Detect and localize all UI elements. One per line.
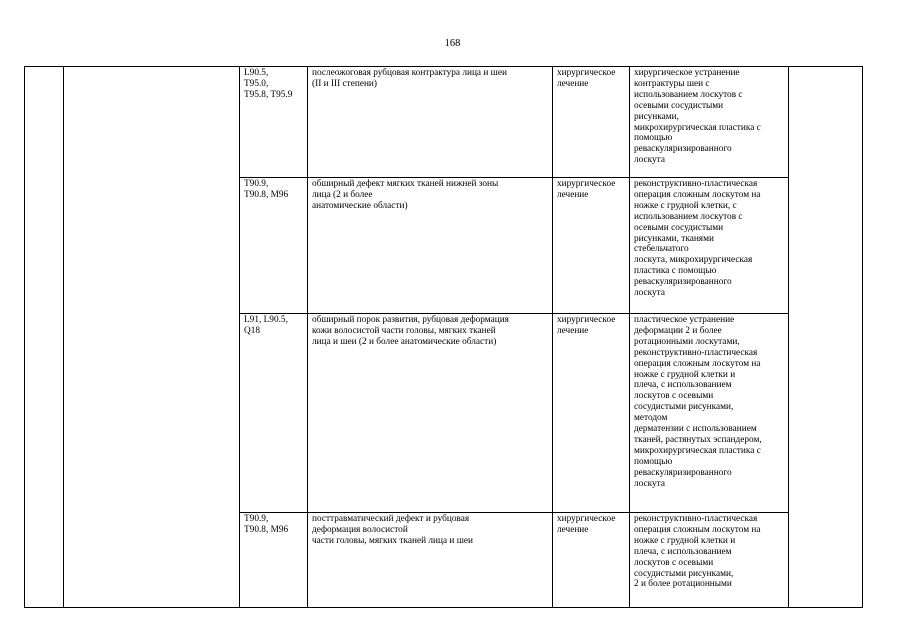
icd-codes-cell: L91, L90.5, Q18 xyxy=(240,314,308,513)
treatment-type-cell: хирургическое лечение xyxy=(553,513,630,608)
blank-cell-number xyxy=(25,67,64,608)
diagnosis-cell: посттравматический дефект и рубцовая деформация волосистой части головы, мягких тканей лица и шеи xyxy=(308,513,553,608)
diagnosis-cell: послеожоговая рубцовая контрактура лица и шеи (II и III степени) xyxy=(308,67,553,178)
table-row xyxy=(25,67,863,178)
treatment-type-cell: хирургическое лечение xyxy=(553,314,630,513)
treatment-method-cell: реконструктивно-пластическая операция сложным лоскутом на ножке с грудной клетки, с использованием лоскутов с осевыми сосудистыми рисунками, тканями стебельчатого лоскута, микрохирургическая пластика с помощью реваскуляризированного лоскута xyxy=(630,178,789,314)
blank-cell-cost xyxy=(789,67,863,608)
treatment-method-cell: хирургическое устранение контрактуры шеи с использованием лоскутов с осевыми сосудистыми рисунками, микрохирургическая пластика с помощью реваскуляризированного лоскута xyxy=(630,67,789,178)
medical-care-table xyxy=(24,66,863,608)
treatment-type-cell: хирургическое лечение xyxy=(553,178,630,314)
page-number: 168 xyxy=(444,38,461,49)
icd-codes-cell: L90.5, T95.0, T95.8, T95.9 xyxy=(240,67,308,178)
treatment-type-cell: хирургическое лечение xyxy=(553,67,630,178)
blank-cell-profile xyxy=(64,67,240,608)
diagnosis-cell: обширный порок развития, рубцовая деформация кожи волосистой части головы, мягких тканей лица и шеи (2 и более анатомические области) xyxy=(308,314,553,513)
treatment-method-cell: реконструктивно-пластическая операция сложным лоскутом на ножке с грудной клетки и плечa, с использованием лоскутов с осевыми сосудистыми рисунками, 2 и более ротационными xyxy=(630,513,789,608)
icd-codes-cell: T90.9, T90.8, M96 xyxy=(240,513,308,608)
treatment-method-cell: пластическое устранение деформации 2 и более ротационными лоскутами, реконструктивно-пластическая операция сложным лоскутом на ножке с грудной клетки и плеча, с использованием лоскутов с осевыми сосудистыми рисунками, методом дерматензии с использованием тканей, растянутых эспандером, микрохирургическая пластика с помощью реваскуляризированного лоскута xyxy=(630,314,789,513)
icd-codes-cell: T90.9, T90.8, M96 xyxy=(240,178,308,314)
diagnosis-cell: обширный дефект мягких тканей нижней зоны лица (2 и более анатомические области) xyxy=(308,178,553,314)
